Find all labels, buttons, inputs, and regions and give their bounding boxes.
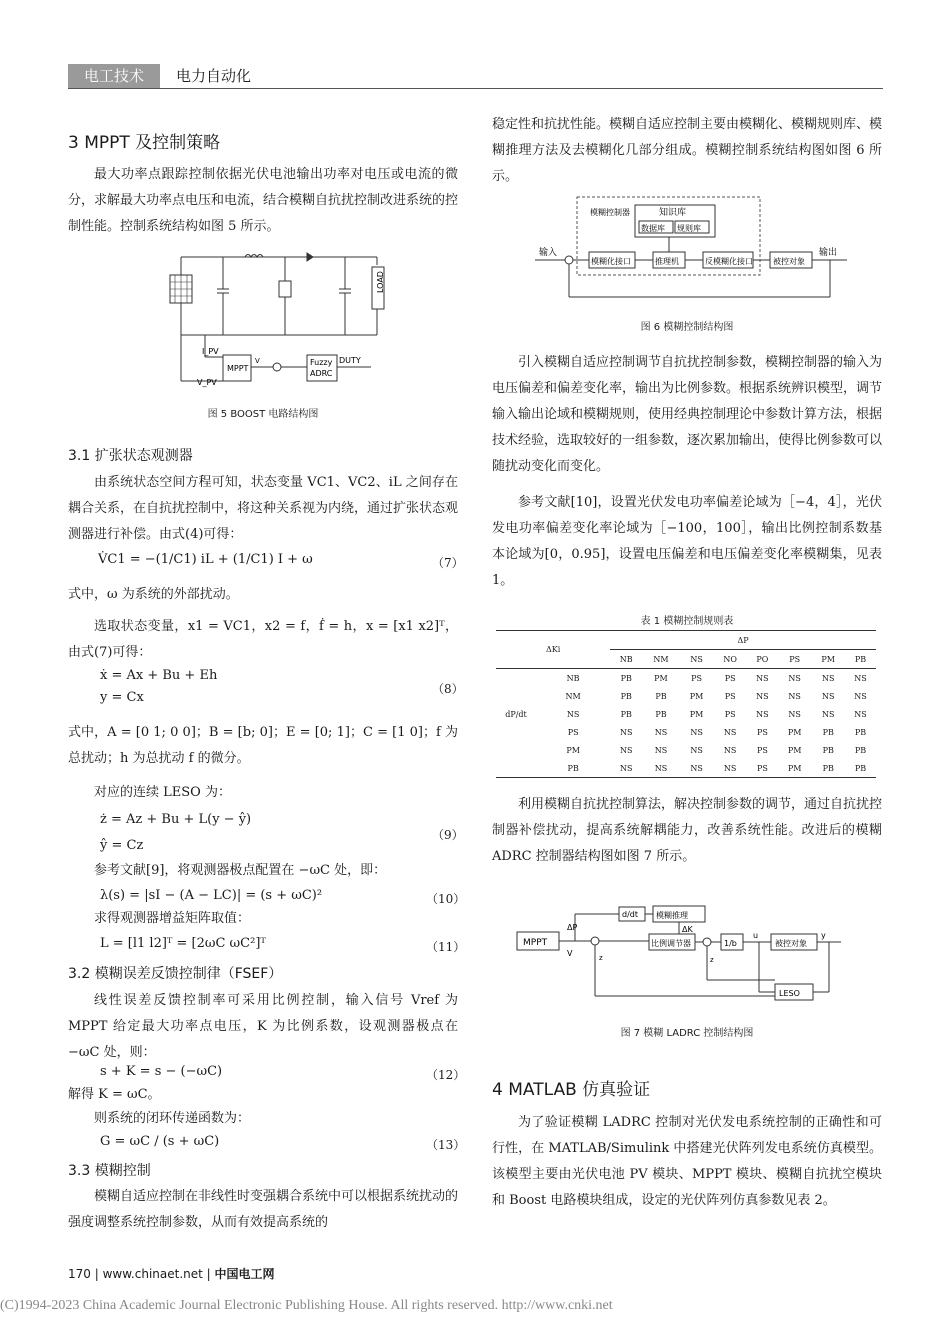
- equation-13: G = ωC / (s + ωC): [100, 1134, 220, 1149]
- footer-brand: 中国电工网: [214, 1267, 275, 1281]
- paragraph: 模糊自适应控制在非线性时变强耦合系统中可以根据系统扰动的强度调整系统控制参数，从而有效提高系统的: [68, 1189, 459, 1230]
- equation-7-number: （7）: [432, 556, 464, 570]
- table-col-header: PO: [756, 654, 769, 664]
- fig6-controller: 模糊控制器: [590, 208, 630, 217]
- fig7-mppt: MPPT: [523, 938, 548, 948]
- table-col-header: NO: [723, 654, 737, 664]
- figure-7-caption: 图 7 模糊 LADRC 控制结构图: [620, 1028, 754, 1039]
- table-cell: PB: [822, 763, 834, 773]
- table-cell: PB: [620, 673, 632, 683]
- table-cell: NS: [756, 709, 769, 719]
- fig6-db: 数据库: [641, 224, 665, 233]
- equation-12-number: （12）: [426, 1068, 466, 1082]
- fig6-input: 输入: [539, 248, 558, 258]
- fig5-duty: DUTY: [339, 356, 361, 365]
- paragraph: 参考文献[10]，设置光伏发电功率偏差论域为［−4，4］，光伏发电功率偏差变化率论域为［−100，100］，输出比例控制系数基本论域为[0，0.95]，设置电压偏差和电压偏差变化率模糊集，见表 1。: [492, 495, 882, 588]
- table-corner: ΔKi: [545, 645, 561, 654]
- table-col-group: ΔP: [610, 631, 876, 650]
- table-cell: PB: [655, 691, 667, 701]
- equation-11-number: （11）: [426, 940, 466, 954]
- table-cell: PS: [756, 745, 768, 755]
- table-cell: PB: [854, 727, 867, 737]
- table-spacer: [496, 723, 536, 741]
- fig7-y: y: [821, 931, 826, 940]
- equation-9-number: （9）: [432, 828, 464, 842]
- table-cell: PB: [854, 745, 867, 755]
- table-cell: PS: [756, 763, 768, 773]
- table-row: [496, 723, 876, 741]
- fig6-plant: 被控对象: [773, 257, 805, 266]
- equation-7: V̇C1 = −(1/C1) iL + (1/C1) I + ω: [98, 552, 313, 567]
- table-cell: PM: [689, 709, 704, 719]
- table-spacer: [496, 741, 536, 759]
- table-cell: NS: [788, 709, 801, 719]
- table-cell: PB: [620, 691, 632, 701]
- table-cell: PM: [787, 763, 802, 773]
- header-tag: 电工技术: [68, 64, 160, 88]
- paragraph: 稳定性和抗扰性能。模糊自适应控制主要由模糊化、模糊规则库、模糊推理方法及去模糊化几部分组成。模糊控制系统结构图如图 6 所示。: [492, 117, 883, 184]
- table-row: [496, 687, 876, 705]
- equation-9b: ŷ = Cz: [100, 838, 144, 853]
- table-cell: PS: [756, 727, 768, 737]
- table-row: [496, 741, 876, 759]
- paragraph: 式中，ω 为系统的外部扰动。: [68, 587, 239, 602]
- table-cell: NS: [821, 673, 835, 683]
- table-cell: PM: [787, 745, 802, 755]
- fig6-rb: 规则库: [677, 224, 701, 233]
- fig6-kb: 知识库: [659, 208, 687, 218]
- table-cell: PB: [854, 763, 867, 773]
- paragraph: 选取状态变量，x1 = VC1，x2 = f，ḟ = h，x = [x1 x2]ᵀ，由式(7)可得：: [68, 619, 458, 660]
- table-col-header: PS: [789, 654, 801, 664]
- table-spacer: [496, 759, 536, 778]
- fig5-vpv: V_PV: [197, 378, 217, 387]
- table-cell: NS: [854, 673, 867, 683]
- paragraph: 引入模糊自适应控制调节自抗扰控制参数，模糊控制器的输入为电压偏差和偏差变化率，输出为比例参数。根据系统辨识模型，调节输入输出论域和模糊规则，使用经典控制理论中参数计算方法，根据技术经验，选取较好的一组参数，逐次累加输出，使得比例参数可以随扰动变化而变化。: [492, 355, 883, 474]
- equation-10-number: （10）: [426, 892, 466, 906]
- figure-5-boost-circuit: [145, 245, 395, 395]
- fig7-fuzzy: 模糊推理: [656, 911, 688, 920]
- fig5-ipv: I_PV: [202, 347, 219, 356]
- page-footer: 170 | www.chinaet.net | 中国电工网: [68, 1267, 275, 1281]
- fig6-defuzzify: 反模糊化接口: [705, 257, 753, 266]
- table-row-header: NB: [566, 673, 580, 683]
- table-cell: PS: [724, 709, 736, 719]
- table-col-header: PM: [821, 654, 835, 664]
- paragraph: 式中，A = [0 1; 0 0]；B = [b; 0]；E = [0; 1]；C = [1 0]；f 为总扰动；h 为总扰动 f 的微分。: [68, 725, 458, 766]
- table-cell: NS: [723, 727, 737, 737]
- fig7-b0: 1/b: [724, 939, 737, 948]
- table-1-title: 表 1 模糊控制规则表: [640, 616, 734, 627]
- table-cell: NS: [619, 727, 633, 737]
- header-title: 电力自动化: [176, 67, 252, 85]
- table-row-header: NS: [566, 709, 580, 719]
- section-3-title: 3 MPPT 及控制策略: [68, 133, 221, 153]
- table-row: [496, 759, 876, 778]
- table-cell: NS: [690, 763, 703, 773]
- paragraph: 对应的连续 LESO 为：: [94, 785, 231, 800]
- table-cell: PS: [724, 691, 736, 701]
- paragraph: 参考文献[9]，将观测器极点配置在 −ωC 处，即：: [94, 863, 387, 878]
- table-cell: NS: [654, 745, 668, 755]
- equation-10: λ(s) = |sI − (A − LC)| = (s + ωC)²: [100, 888, 323, 903]
- table-row-header: PS: [567, 727, 579, 737]
- paragraph: 解得 K = ωC。: [68, 1087, 161, 1102]
- fig6-fuzzify: 模糊化接口: [591, 257, 631, 266]
- paragraph: 最大功率点跟踪控制依据光伏电池输出功率对电压或电流的微分，求解最大功率点电压和电流，结合模糊自抗扰控制改进系统的控制性能。控制系统结构如图 5 所示。: [68, 167, 459, 234]
- table-cell: NS: [723, 763, 737, 773]
- fig7-vref: V: [567, 949, 573, 958]
- table-row-header: PB: [567, 763, 579, 773]
- fig7-plant: 被控对象: [775, 939, 807, 948]
- table-cell: PB: [822, 745, 834, 755]
- equation-9a: ż = Az + Bu + L(y − ŷ): [100, 812, 252, 827]
- section-3-3-title: 3.3 模糊控制: [68, 1163, 151, 1179]
- header-rule: [68, 88, 883, 89]
- fig7-dp: ΔP: [567, 923, 578, 932]
- table-spacer: [496, 669, 536, 688]
- paragraph: 为了验证模糊 LADRC 控制对光伏发电系统控制的正确性和可行性，在 MATLAB/Simulink 中搭建光伏阵列发电系统仿真模型。该模型主要由光伏电池 PV 模块、MPPT 模块、模糊自抗扰空模块和 Boost 电路模块组成，设定的光伏阵列仿真参数见表 2。: [492, 1115, 882, 1208]
- paragraph: 利用模糊自抗扰控制算法，解决控制参数的调节，通过自抗扰控制器补偿扰动，提高系统解耦能力，改善系统性能。改进后的模糊 ADRC 控制器结构图如图 7 所示。: [492, 797, 883, 864]
- table-cell: NS: [690, 727, 703, 737]
- table-cell: NS: [821, 691, 835, 701]
- table-row-group: dP/dt: [505, 709, 527, 719]
- paragraph: 由系统状态空间方程可知，状态变量 VC1、VC2、iL 之间存在耦合关系，在自抗扰控制中，将这种关系视为内绕，通过扩张状态观测器进行补偿。由式(4)可得：: [68, 475, 459, 542]
- equation-12: s + K = s − (−ωC): [100, 1064, 223, 1079]
- equation-11: L = [l1 l2]ᵀ = [2ωC ωC²]ᵀ: [100, 936, 266, 951]
- equation-8b: y = Cx: [100, 690, 144, 705]
- fig5-adrc: ADRC: [310, 369, 333, 378]
- fig6-output: 输出: [819, 248, 838, 258]
- table-row: [496, 705, 876, 723]
- table-cell: NS: [619, 763, 633, 773]
- table-cell: PM: [654, 673, 668, 683]
- table-row-header: PM: [566, 745, 580, 755]
- fig5-mppt: MPPT: [227, 364, 249, 373]
- table-cell: NS: [690, 745, 703, 755]
- paragraph: 线性误差反馈控制率可采用比例控制，输入信号 Vref 为 MPPT 给定最大功率点电压，K 为比例系数，设观测器极点在 −ωC 处，则：: [68, 993, 458, 1060]
- table-col-header: NS: [690, 654, 703, 664]
- table-col-header: NM: [653, 654, 669, 664]
- table-row-header: NM: [565, 691, 581, 701]
- table-cell: PB: [620, 709, 632, 719]
- table-cell: NS: [756, 673, 769, 683]
- copyright-line: (C)1994-2023 China Academic Journal Electronic Publishing House. All rights reserved. http://www.cnki.net: [0, 1298, 613, 1313]
- figure-6-fuzzy-control: [535, 195, 855, 305]
- table-cell: PM: [689, 691, 704, 701]
- fig7-z1: z: [599, 954, 603, 962]
- fig7-z2: z: [710, 956, 714, 964]
- paragraph: 求得观测器增益矩阵取值：: [94, 911, 251, 926]
- table-cell: NS: [788, 673, 801, 683]
- table-header-row: [496, 631, 876, 650]
- table-cell: NS: [854, 709, 867, 719]
- equation-13-number: （13）: [426, 1138, 466, 1152]
- fig7-leso: LESO: [779, 989, 800, 998]
- figure-7-fuzzy-ladrc: [515, 900, 845, 1015]
- table-cell: PB: [655, 709, 667, 719]
- table-cell: NS: [654, 727, 668, 737]
- fig7-prop: 比例调节器: [651, 939, 691, 948]
- fig5-load: LOAD: [376, 271, 385, 293]
- table-row: [496, 669, 876, 688]
- fig5-fuzzy: Fuzzy: [310, 358, 333, 367]
- equation-8-number: （8）: [432, 682, 464, 696]
- table-cell: NS: [756, 691, 769, 701]
- section-4-title: 4 MATLAB 仿真验证: [492, 1080, 651, 1100]
- table-cell: PM: [787, 727, 802, 737]
- section-3-2-title: 3.2 模糊误差反馈控制律（FSEF）: [68, 966, 283, 982]
- table-cell: PB: [822, 727, 834, 737]
- fig7-ddt: d/dt: [622, 910, 638, 919]
- table-col-header: PB: [854, 654, 867, 664]
- table-col-header: NB: [619, 654, 633, 664]
- figure-6-caption: 图 6 模糊控制结构图: [640, 322, 734, 333]
- table-spacer: [496, 687, 536, 705]
- figure-5-caption: 图 5 BOOST 电路结构图: [207, 409, 319, 420]
- table-cell: NS: [619, 745, 633, 755]
- page-number: 170: [68, 1267, 91, 1281]
- footer-site: www.chinaet.net: [102, 1267, 203, 1281]
- table-cell: NS: [854, 691, 867, 701]
- table-1-fuzzy-rules: [496, 630, 876, 778]
- table-cell: NS: [821, 709, 835, 719]
- equation-8a: ẋ = Ax + Bu + Eh: [100, 668, 218, 683]
- table-cell: NS: [654, 763, 668, 773]
- table-cell: PS: [724, 673, 736, 683]
- fig5-vref: V: [255, 357, 260, 365]
- fig6-inference: 推理机: [655, 257, 679, 266]
- paragraph: 则系统的闭环传递函数为：: [94, 1111, 251, 1126]
- fig7-u: u: [753, 931, 759, 940]
- table-cell: PS: [691, 673, 703, 683]
- fig7-dk: ΔK: [682, 925, 693, 934]
- table-cell: NS: [788, 691, 801, 701]
- section-3-1-title: 3.1 扩张状态观测器: [68, 448, 193, 464]
- table-cell: NS: [723, 745, 737, 755]
